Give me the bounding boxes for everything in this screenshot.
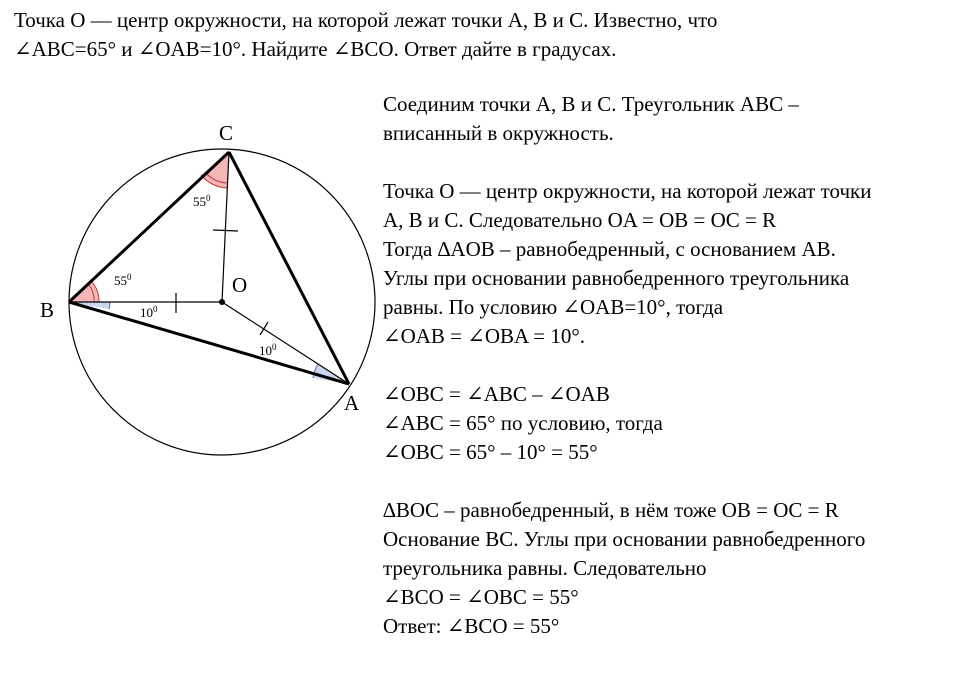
solution-line: Соединим точки A, B и C. Треугольник ABC – xyxy=(383,92,799,116)
answer-line: Ответ: ∠BCO = 55° xyxy=(383,614,560,638)
solution-line: Основание BC. Углы при основании равнобедренного xyxy=(383,527,866,551)
solution-line: Точка О — центр окружности, на которой лежат точки xyxy=(383,179,872,203)
center-point xyxy=(219,299,225,305)
side-ab xyxy=(69,302,349,384)
solution-line: ∠OBC = 65° – 10° = 55° xyxy=(383,440,598,464)
tick-oc xyxy=(213,230,238,231)
label-point-a: A xyxy=(344,391,360,415)
problem-line-1: Точка О — центр окружности, на которой лежат точки A, B и C. Известно, что xyxy=(14,8,718,32)
tick-oa xyxy=(260,322,268,335)
solution-blank xyxy=(383,467,958,496)
label-point-b: B xyxy=(40,298,55,322)
solution-line: ∠OBC = ∠ABC – ∠OAB xyxy=(383,382,610,406)
solution-line: A, B и C. Следовательно OA = OB = OC = R xyxy=(383,208,777,232)
solution-line: ∠OAB = ∠OBA = 10°. xyxy=(383,324,586,348)
solution-blank xyxy=(383,148,958,177)
side-ca xyxy=(229,152,349,384)
angle-label-bco: $55^0$ xyxy=(193,193,211,209)
problem-line-2: ∠ABC=65° и ∠OAB=10°. Найдите ∠BCO. Ответ дайте в градусах. xyxy=(14,37,617,61)
solution-line: равны. По условию ∠OAB=10°, тогда xyxy=(383,295,724,319)
label-point-o: O xyxy=(232,273,248,297)
side-bc xyxy=(69,152,229,302)
solution-line: Углы при основании равнобедренного треугольника xyxy=(383,266,850,290)
solution-line: вписанный в окружность. xyxy=(383,121,614,145)
solution-line: Тогда ∆AOB – равнобедренный, с основанием AB. xyxy=(383,237,836,261)
angle-label-oab: $10^0$ xyxy=(259,342,277,358)
solution-line: ∆BOC – равнобедренный, в нём тоже OB = OC = R xyxy=(383,498,839,522)
solution-line: треугольника равны. Следовательно xyxy=(383,556,707,580)
solution-text xyxy=(383,90,958,641)
label-point-c: C xyxy=(219,121,234,145)
radius-oa xyxy=(222,302,349,384)
angle-label-obc: $55^0$ xyxy=(114,272,132,288)
geometry-figure xyxy=(0,0,380,676)
solution-line: ∠ABC = 65° по условию, тогда xyxy=(383,411,663,435)
solution-line: ∠BCO = ∠OBC = 55° xyxy=(383,585,579,609)
solution-blank xyxy=(383,351,958,380)
angle-label-oba: $10^0$ xyxy=(140,304,158,320)
